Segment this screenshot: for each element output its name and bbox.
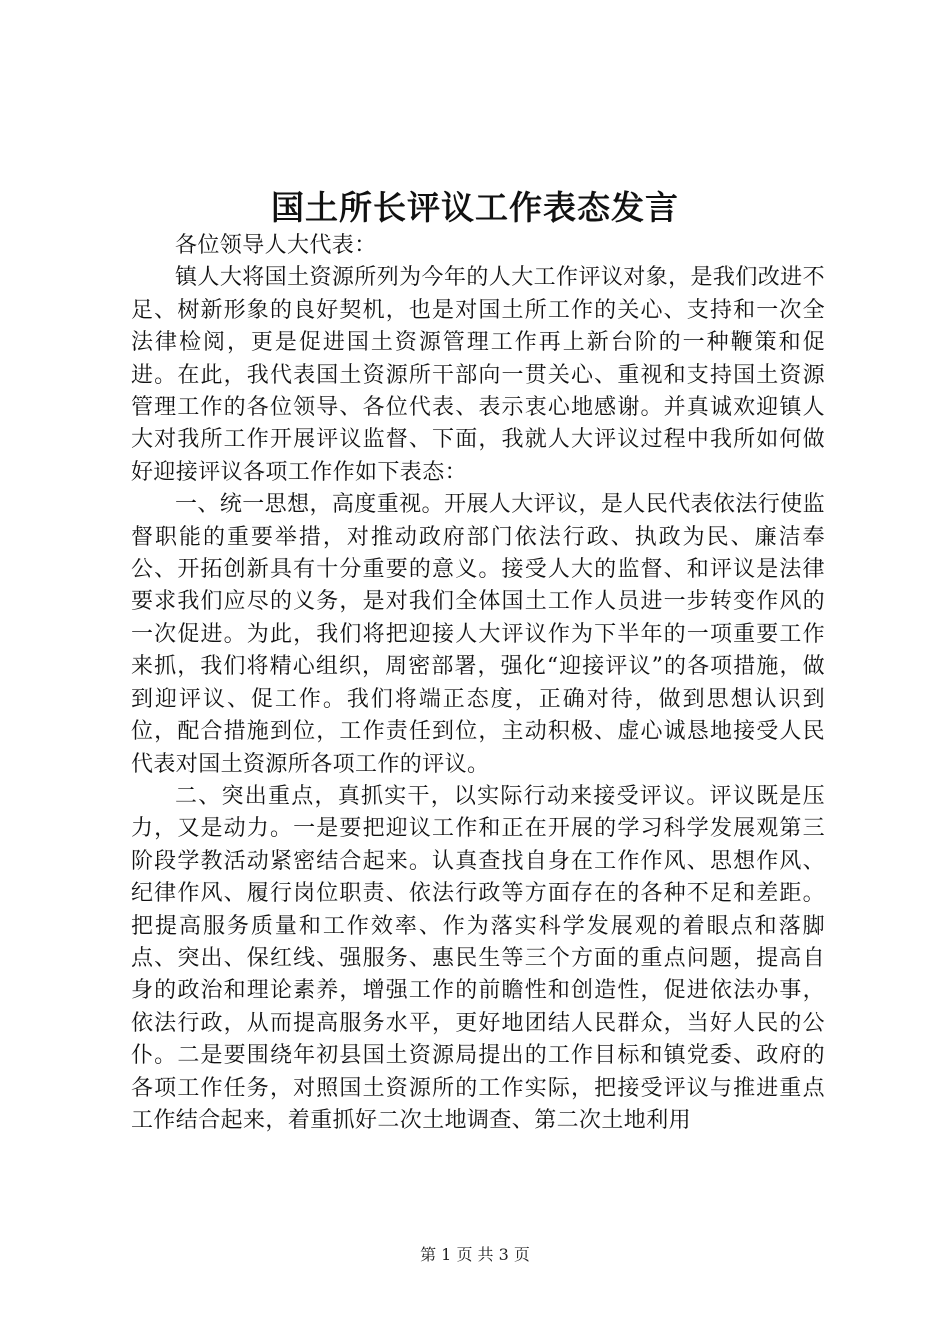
salutation-paragraph: 各位领导人大代表： — [175, 233, 377, 258]
intro-paragraph: 镇人大将国土资源所列为今年的人大工作评议对象，是我们改进不足、树新形象的良好契机，也是对国土所工作的关心、支持和一次全法律检阅，更是促进国土资源管理工作再上新台阶的一种鞭策和促进。在此，我代表国土资源所干部向一贯关心、重视和支持国土资源管理工作的各位领导、各位代表、表示衷心地感谢。并真诚欢迎镇人大对我所工作开展评议监督、下面，我就人大评议过程中我所如何做好迎接评议各项工作作如下表态： — [131, 265, 825, 485]
document-title: 国土所长评议工作表态发言 — [271, 188, 679, 227]
page-footer: 第 1 页 共 3 页 — [420, 1245, 530, 1264]
section-one-paragraph: 一、统一思想，高度重视。开展人大评议，是人民代表依法行使监督职能的重要举措，对推动政府部门依法行政、执政为民、廉洁奉公、开拓创新具有十分重要的意义。接受人大的监督、和评议是法律要求我们应尽的义务，是对我们全体国土工作人员进一步转变作风的一次促进。为此，我们将把迎接人大评议作为下半年的一项重要工作来抓，我们将精心组织，周密部署，强化“迎接评议”的各项措施，做到迎评议、促工作。我们将端正态度，正确对待，做到思想认识到位，配合措施到位，工作责任到位，主动积极、虚心诚恳地接受人民代表对国土资源所各项工作的评议。 — [131, 492, 825, 777]
section-two-paragraph: 二、突出重点，真抓实干，以实际行动来接受评议。评议既是压力，又是动力。一是要把迎议工作和正在开展的学习科学发展观第三阶段学教活动紧密结合起来。认真查找自身在工作作风、思想作风、纪律作风、履行岗位职责、依法行政等方面存在的各种不足和差距。把提高服务质量和工作效率、作为落实科学发展观的着眼点和落脚点、突出、保红线、强服务、惠民生等三个方面的重点问题，提高自身的政治和理论素养，增强工作的前瞻性和创造性，促进依法办事，依法行政，从而提高服务水平，更好地团结人民群众，当好人民的公仆。二是要围绕年初县国土资源局提出的工作目标和镇党委、政府的各项工作任务，对照国土资源所的工作实际，把接受评议与推进重点工作结合起来，着重抓好二次土地调查、第二次土地利用 — [131, 783, 825, 1133]
document-body — [131, 230, 825, 1137]
